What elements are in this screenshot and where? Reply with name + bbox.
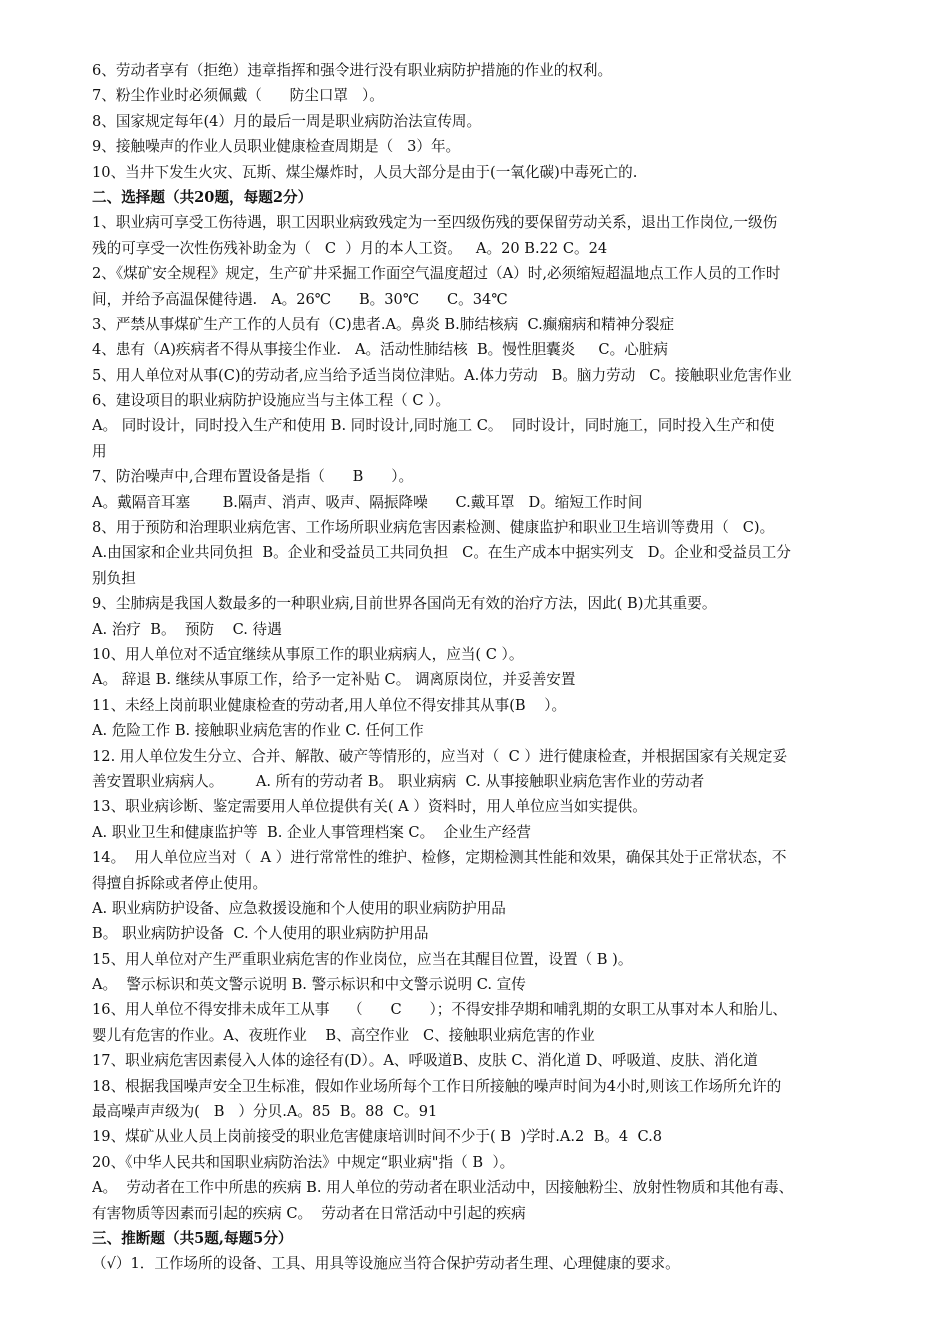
section-heading: 二、选择题（共20题，每题2分） [92,188,313,206]
text-line: 17、职业病危害因素侵入人体的途径有(D）。A、呼吸道B、皮肤 C、消化道 D、呼吸道、皮肤、消化道 [92,1052,758,1070]
text-line: 11、未经上岗前职业健康检查的劳动者,用人单位不得安排其从事(B ）。 [92,696,567,714]
section-heading: 三、推断题（共5题,每题5分） [92,1229,293,1247]
text-line: A. 危险工作 B. 接触职业病危害的作业 C. 任何工作 [92,722,424,740]
text-line: A。戴隔音耳塞 B.隔声、消声、吸声、隔振降噪 C.戴耳罩 D。缩短工作时间 [92,493,643,511]
text-line: 间，并给予高温保健待遇. A。26℃ B。30℃ C。34℃ [92,290,508,308]
text-line: 7、粉尘作业时必须佩戴（ 防尘口罩 ）。 [92,87,384,105]
text-line: 18、根据我国噪声安全卫生标准，假如作业场所每个工作日所接触的噪声时间为4小时,则该工作场所允许的 [92,1077,782,1095]
text-line: A.由国家和企业共同负担 B。企业和受益员工共同负担 C。在生产成本中据实列支 D。企业和受益员工分 [92,544,791,562]
text-line: A。 劳动者在工作中所患的疾病 B. 用人单位的劳动者在职业活动中，因接触粉尘、放射性物质和其他有毒、 [92,1179,794,1197]
text-line: 得擅自拆除或者停止使用。 [92,874,268,892]
text-line: 8、用于预防和治理职业病危害、工作场所职业病危害因素检测、健康监护和职业卫生培训等费用（ C)。 [92,519,775,537]
text-line: 12. 用人单位发生分立、合并、解散、破产等情形的，应当对（ C ）进行健康检查，并根据国家有关规定妥 [92,747,788,765]
text-line: A. 治疗 B。 预防 C. 待遇 [92,620,282,638]
text-line: 7、防治噪声中,合理布置设备是指（ B ）。 [92,468,414,486]
text-line: 用 [92,442,107,460]
text-line: 别负担 [92,569,136,587]
text-line: 10、当井下发生火灾、瓦斯、煤尘爆炸时，人员大部分是由于(一氧化碳)中毒死亡的. [92,163,638,181]
text-line: B。 职业病防护设备 C. 个人使用的职业病防护用品 [92,925,429,943]
text-line: 13、职业病诊断、鉴定需要用人单位提供有关( A ）资料时，用人单位应当如实提供。 [92,798,647,816]
text-line: 最高噪声声级为( B ）分贝.A。85 B。88 C。91 [92,1103,438,1121]
text-line: 残的可享受一次性伤残补助金为（ C ）月的本人工资。 A。20 B.22 C。24 [92,239,608,257]
text-line: 16、用人单位不得安排未成年工从事 （ C ）；不得安排孕期和哺乳期的女职工从事对本人和胎儿、 [92,1001,788,1019]
text-line: 3、严禁从事煤矿生产工作的人员有（C)患者.A。鼻炎 B.肺结核病 C.癫痫病和精神分裂症 [92,315,675,333]
text-line: 8、国家规定每年(4）月的最后一周是职业病防治法宣传周。 [92,112,482,130]
text-line: 6、劳动者享有（拒绝）违章指挥和强令进行没有职业病防护措施的作业的权利。 [92,62,613,79]
text-line: A。 辞退 B. 继续从事原工作，给予一定补贴 C。 调离原岗位，并妥善安置 [92,671,576,689]
text-line: A。 警示标识和英文警示说明 B. 警示标识和中文警示说明 C. 宣传 [92,976,526,994]
text-line: 20、《中华人民共和国职业病防治法》中规定“职业病"指（ B ）。 [92,1153,515,1171]
text-line: A. 职业病防护设备、应急救援设施和个人使用的职业病防护用品 [92,899,506,917]
text-line: A. 职业卫生和健康监护等 B. 企业人事管理档案 C。 企业生产经营 [92,823,532,841]
text-line: 19、煤矿从业人员上岗前接受的职业危害健康培训时间不少于( B )学时.A.2 B。4 C.8 [92,1128,663,1146]
text-line: 2、《煤矿安全规程》规定，生产矿井采掘工作面空气温度超过（A）时,必须缩短超温地点工作人员的工作时 [92,265,781,283]
text-line: 有害物质等因素而引起的疾病 C。 劳动者在日常活动中引起的疾病 [92,1204,526,1222]
text-line: 4、患有（A)疾病者不得从事接尘作业. A。活动性肺结核 B。慢性胆囊炎 C。心脏病 [92,341,668,359]
text-line: 14。 用人单位应当对（ A ）进行常常性的维护、检修，定期检测其性能和效果，确保其处于正常状态，不 [92,849,787,867]
text-line: 1、职业病可享受工伤待遇，职工因职业病致残定为一至四级伤残的要保留劳动关系，退出工作岗位,一级伤 [92,214,778,232]
text-line: 婴儿有危害的作业。A、夜班作业 B、高空作业 C、接触职业病危害的作业 [92,1026,595,1044]
text-line: A。 同时设计，同时投入生产和使用 B. 同时设计,同时施工 C。 同时设计，同时施工，同时投入生产和使 [92,417,775,435]
text-line: 9、接触噪声的作业人员职业健康检查周期是（ 3）年。 [92,138,461,156]
text-line: 善安置职业病病人。 A. 所有的劳动者 B。 职业病病 C. 从事接触职业病危害作业的劳动者 [92,772,705,790]
text-line: 5、用人单位对从事(C)的劳动者,应当给予适当岗位津贴。A.体力劳动 B。脑力劳动 C。接触职业危害作业 [92,366,792,384]
text-line: 10、用人单位对不适宜继续从事原工作的职业病病人，应当( C ）。 [92,645,524,663]
text-line: 15、用人单位对产生严重职业病危害的作业岗位，应当在其醒目位置，设置（ B )。 [92,950,633,968]
text-line: 6、建设项目的职业病防护设施应当与主体工程（ C ）。 [92,392,451,410]
text-line: 9、尘肺病是我国人数最多的一种职业病,目前世界各国尚无有效的治疗方法，因此( B)尤其重要。 [92,595,717,613]
text-line: （√）1．工作场所的设备、工具、用具等设施应当符合保护劳动者生理、心理健康的要求。 [92,1255,680,1273]
